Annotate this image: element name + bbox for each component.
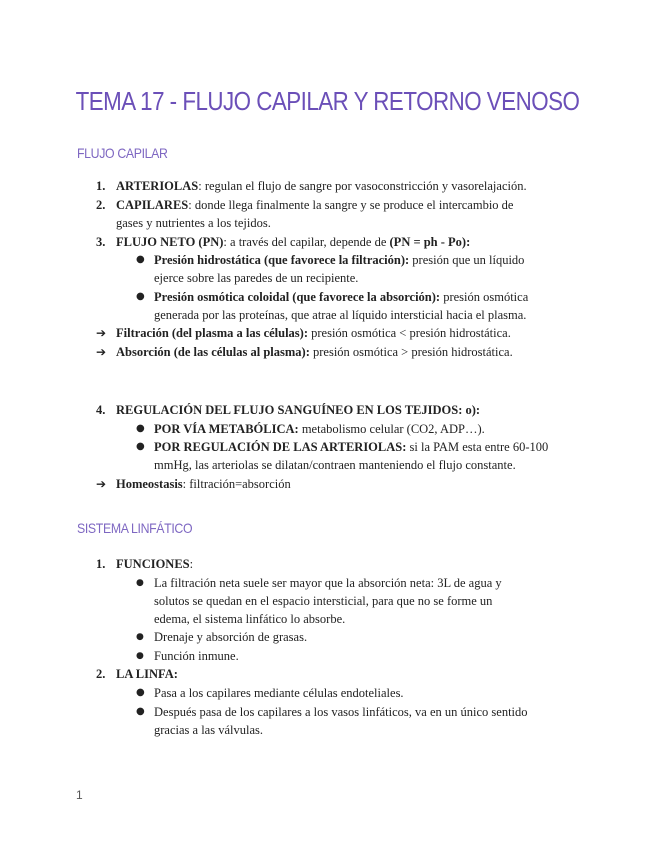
arrow-item-filtracion xyxy=(116,324,511,342)
sub-item-arteriolas-cont: mmHg, las arteriolas se dilatan/contraen manteniendo el flujo constante. xyxy=(154,458,516,472)
sub-item-filtracion-neta-cont: edema, el sistema linfático lo absorbe. xyxy=(154,612,346,626)
term-text: : donde llega finalmente la sangre y se produce el intercambio de xyxy=(188,198,514,212)
term-text: presión osmótica < presión hidrostática. xyxy=(308,326,511,340)
list-item-funciones xyxy=(116,555,193,573)
bullet-icon: ● xyxy=(136,706,145,717)
term-text: : filtración=absorción xyxy=(182,477,291,491)
list-item-capilares-cont: gases y nutrientes a los tejidos. xyxy=(116,216,271,230)
section-heading-flujo-capilar: FLUJO CAPILAR xyxy=(77,145,168,161)
bullet-icon: ● xyxy=(136,441,145,452)
sub-item-arteriolas xyxy=(154,438,548,456)
sub-item-funcion-inmune: Función inmune. xyxy=(154,649,239,663)
term-label: Presión osmótica coloidal (que favorece la absorción): xyxy=(154,290,441,304)
sub-item-hidrostatica xyxy=(154,251,524,269)
arrow-icon: ➔ xyxy=(96,477,107,491)
sub-item-capilares: Pasa a los capilares mediante células endoteliales. xyxy=(154,686,404,700)
list-number: 3. xyxy=(96,235,106,249)
list-number: 1. xyxy=(96,557,106,571)
list-number: 2. xyxy=(96,667,106,681)
arrow-item-absorcion xyxy=(116,343,513,361)
arrow-icon: ➔ xyxy=(96,326,107,340)
list-number: 4. xyxy=(96,403,106,417)
term-label: FUNCIONES xyxy=(116,557,190,571)
term-label: POR VÍA METABÓLICA: xyxy=(154,422,299,436)
term-label: Absorción (de las células al plasma): xyxy=(116,345,310,359)
term-text: metabolismo celular (CO2, ADP…). xyxy=(298,422,485,436)
term-label: ARTERIOLAS xyxy=(116,179,199,193)
bullet-icon: ● xyxy=(136,687,145,698)
term-label: REGULACIÓN DEL FLUJO SANGUÍNEO EN LOS TEJIDOS: o): xyxy=(116,403,481,417)
bullet-icon: ● xyxy=(136,254,145,265)
term-text: si la PAM esta entre 60-100 xyxy=(406,440,549,454)
arrow-item-homeostasis xyxy=(116,475,291,493)
list-number: 1. xyxy=(96,179,106,193)
term-label: Presión hidrostática (que favorece la filtración): xyxy=(154,253,410,267)
sub-item-vasos-linfaticos: Después pasa de los capilares a los vasos linfáticos, va en un único sentido xyxy=(154,705,528,719)
list-item-linfa xyxy=(116,665,178,683)
list-item-regulacion xyxy=(116,401,480,419)
sub-item-metabolica xyxy=(154,420,485,438)
list-item-arteriolas xyxy=(116,177,527,195)
term-label: POR REGULACIÓN DE LAS ARTERIOLAS: xyxy=(154,440,407,454)
term-text: presión osmótica > presión hidrostática. xyxy=(309,345,513,359)
sub-item-osmotica xyxy=(154,288,528,306)
bullet-icon: ● xyxy=(136,651,144,661)
term-label: FLUJO NETO (PN) xyxy=(116,235,224,249)
sub-item-vasos-linfaticos-cont: gracias a las válvulas. xyxy=(154,723,263,737)
term-label: Filtración (del plasma a las células): xyxy=(116,326,308,340)
bullet-icon: ● xyxy=(136,291,145,302)
term-text: : xyxy=(189,557,194,571)
formula: (PN = ph - Po): xyxy=(389,235,471,249)
sub-item-drenaje: Drenaje y absorción de grasas. xyxy=(154,630,308,644)
bullet-icon: ● xyxy=(136,423,145,434)
bullet-icon: ● xyxy=(136,578,144,588)
sub-item-filtracion-neta: La filtración neta suele ser mayor que la absorción neta: 3L de agua y xyxy=(154,576,502,590)
page-number: 1 xyxy=(76,788,83,802)
list-item-flujo-neto xyxy=(116,233,470,251)
term-text: presión osmótica xyxy=(440,290,529,304)
term-text: : a través del capilar, depende de xyxy=(223,235,390,249)
term-label: CAPILARES xyxy=(116,198,189,212)
sub-item-hidrostatica-cont: ejerce sobre las paredes de un recipiente. xyxy=(154,271,359,285)
term-text: : regulan el flujo de sangre por vasoconstricción y vasorelajación. xyxy=(198,179,527,193)
section-heading-sistema-linfatico: SISTEMA LINFÁTICO xyxy=(77,520,193,536)
arrow-icon: ➔ xyxy=(96,345,107,359)
term-label: Homeostasis xyxy=(116,477,183,491)
list-item-capilares xyxy=(116,196,513,214)
sub-item-filtracion-neta-cont: solutos se quedan en el espacio intersticial, para que no se forme un xyxy=(154,594,493,608)
sub-item-osmotica-cont: generada por las proteínas, que atrae al líquido intersticial hacia el plasma. xyxy=(154,308,527,322)
list-number: 2. xyxy=(96,198,106,212)
bullet-icon: ● xyxy=(136,632,144,642)
page-title: TEMA 17 - FLUJO CAPILAR Y RETORNO VENOSO xyxy=(75,86,580,116)
term-label: LA LINFA: xyxy=(116,667,178,681)
term-text: presión que un líquido xyxy=(409,253,525,267)
